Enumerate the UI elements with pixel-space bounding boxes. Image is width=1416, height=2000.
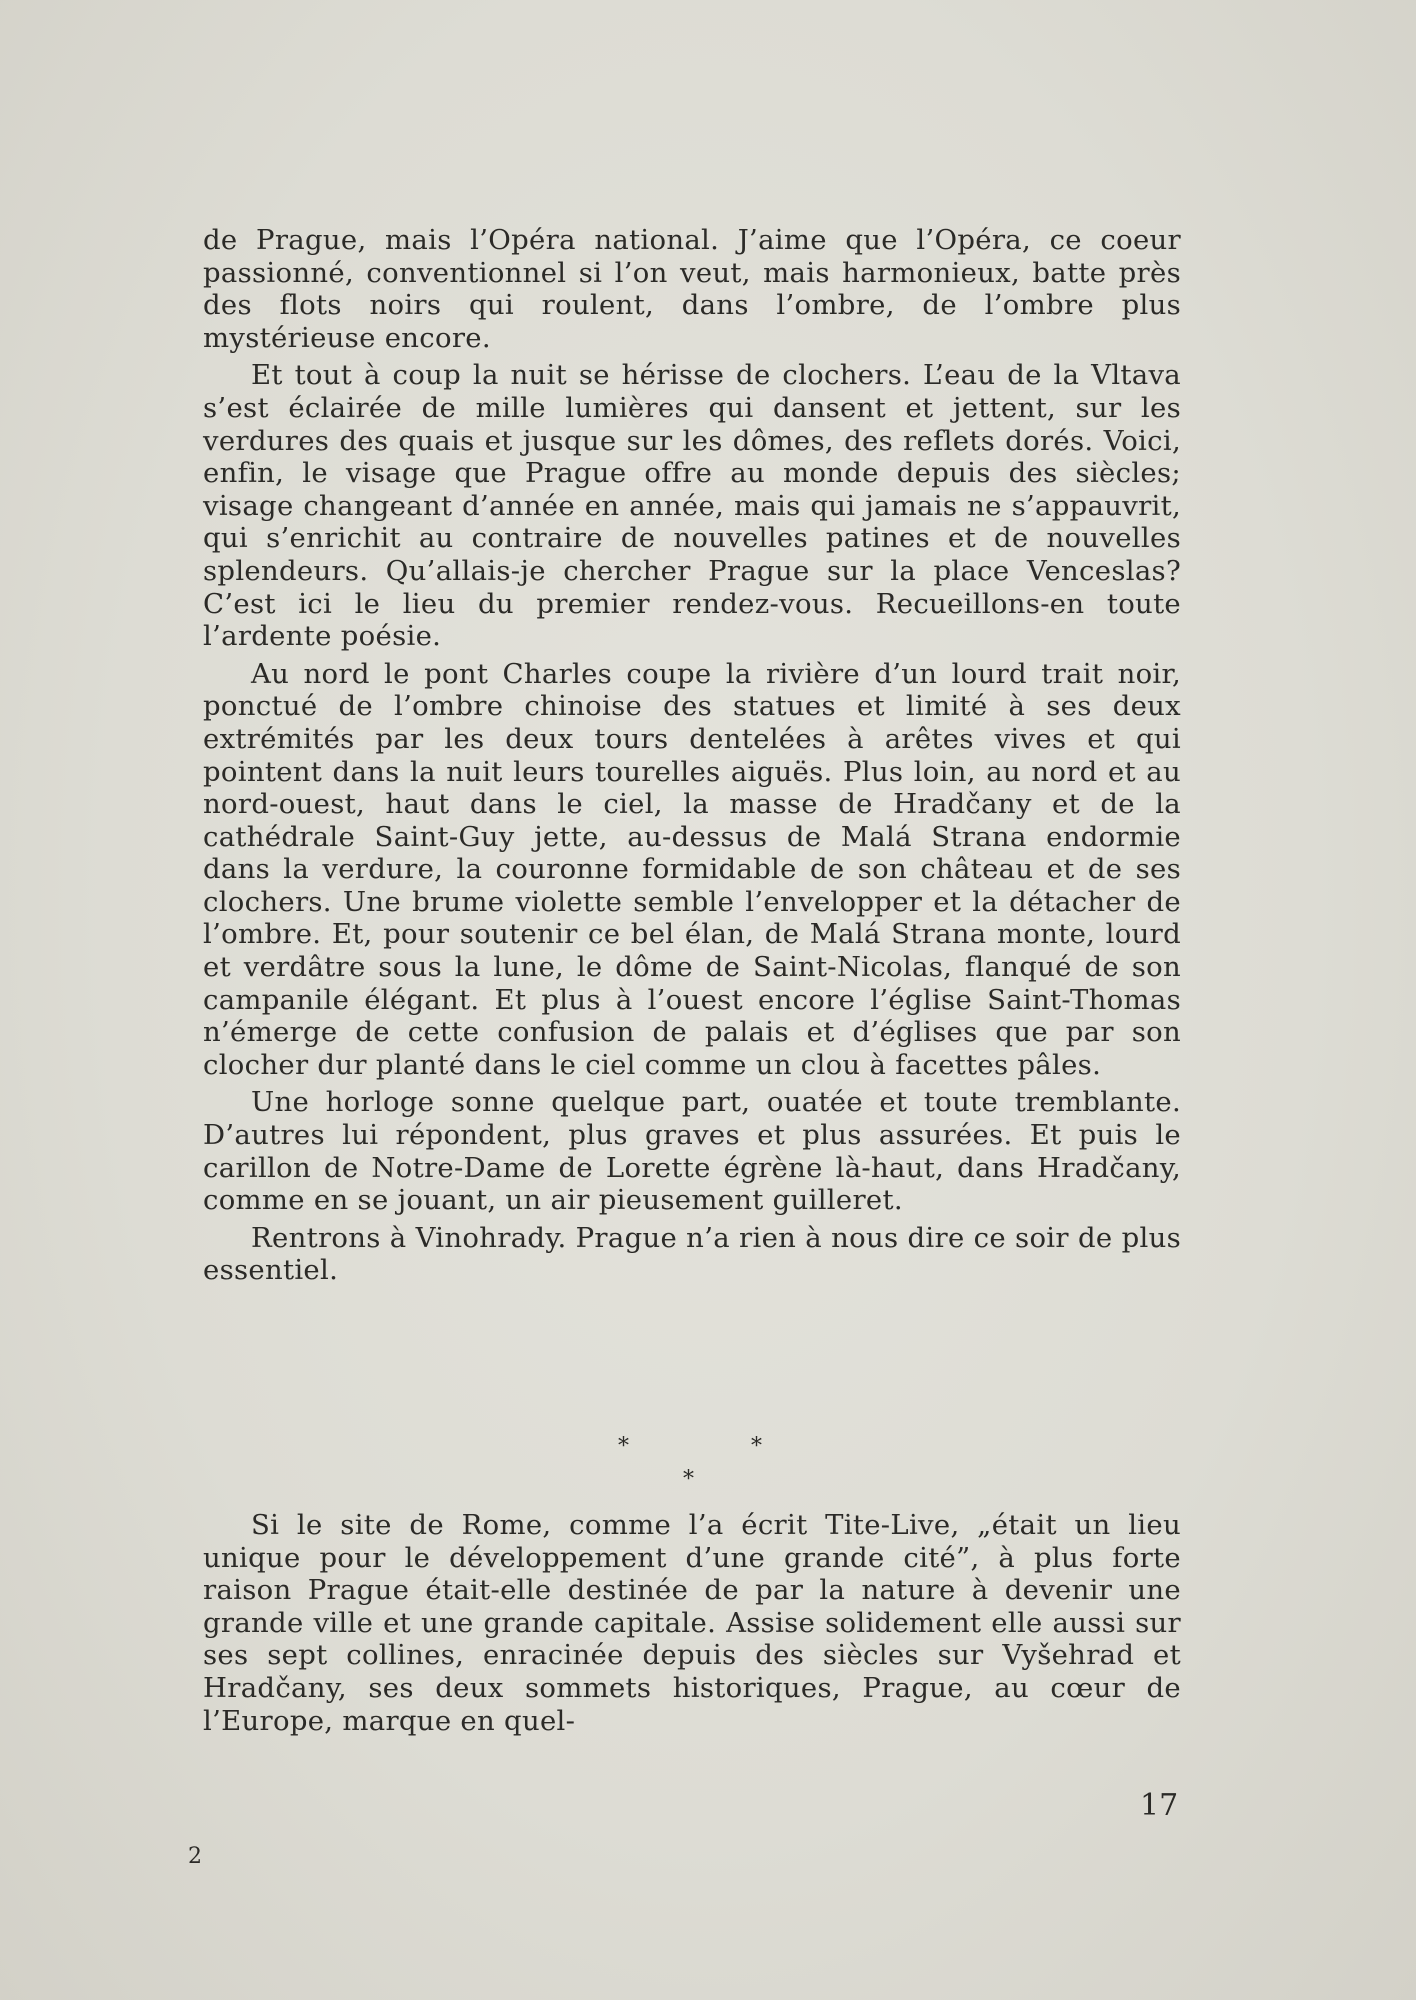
section-2-text	[203, 1509, 1181, 1737]
paragraph-3: Au nord le pont Charles coupe la rivière d’un lourd trait noir, ponctué de l’ombre chinoise des statues et limité à ses deux extrémités par les deux tours dentelées à arêtes vives et qui pointent dans la nuit leurs tourelles aiguës. Plus loin, au nord et au nord-ouest, haut dans le ciel, la masse de Hradčany et de la cathédrale Saint-Guy jette, au-dessus de Malá Strana endormie dans la verdure, la couronne formidable de son château et de ses clochers. Une brume violette semble l’envelopper et la détacher de l’ombre. Et, pour soutenir ce bel élan, de Malá Strana monte, lourd et verdâtre sous la lune, le dôme de Saint-Nicolas, flanqué de son campanile élégant. Et plus à l’ouest encore l’église Saint-Thomas n’émerge de cette confusion de palais et d’églises que par son clocher dur planté dans le ciel comme un clou à facettes pâles.	[203, 657, 1181, 1081]
signature-mark: 2	[188, 1844, 202, 1869]
page-number: 17	[1140, 1788, 1179, 1823]
paragraph-2: Et tout à coup la nuit se hérisse de clochers. L’eau de la Vltava s’est éclairée de mille lumières qui dansent et jettent, sur les verdures des quais et jusque sur les dômes, des reflets dorés. Voici, enfin, le visage que Prague offre au monde depuis des siècles; visage changeant d’année en année, mais qui jamais ne s’appauvrit, qui s’enrichit au contraire de nouvelles patines et de nouvelles splendeurs. Qu’allais-je chercher Prague sur la place Venceslas? C’est ici le lieu du premier rendez-vous. Recueillons-en toute l’ardente poésie.	[203, 359, 1181, 653]
paragraph-1: de Prague, mais l’Opéra national. J’aime que l’Opéra, ce coeur passionné, conventionnel si l’on veut, mais harmonieux, batte près des flots noirs qui roulent, dans l’ombre, de l’ombre plus mystérieuse encore.	[203, 224, 1181, 354]
paragraph-4: Une horloge sonne quelque part, ouatée et toute tremblante. D’autres lui répondent, plus graves et plus assurées. Et puis le carillon de Notre-Dame de Lorette égrène là-haut, dans Hradčany, comme en se jouant, un air pieusement guilleret.	[203, 1086, 1181, 1217]
paragraph-5: Rentrons à Vinohrady. Prague n’a rien à nous dire ce soir de plus essentiel.	[203, 1221, 1181, 1287]
paragraph-6: Si le site de Rome, comme l’a écrit Tite-Live, „était un lieu unique pour le développement d’une grande cité”, à plus forte raison Prague était-elle destinée de par la nature à devenir une grande ville et une grande capitale. Assise solidement elle aussi sur ses sept collines, enracinée depuis des siècles sur Vyšehrad et Hradčany, ses deux sommets historiques, Prague, au cœur de l’Europe, marque en quel-	[203, 1509, 1181, 1737]
asterisk-bottom: *	[683, 1467, 694, 1492]
asterisk-right: *	[751, 1434, 762, 1459]
asterisk-left: *	[618, 1434, 629, 1459]
main-text	[203, 224, 1181, 1287]
